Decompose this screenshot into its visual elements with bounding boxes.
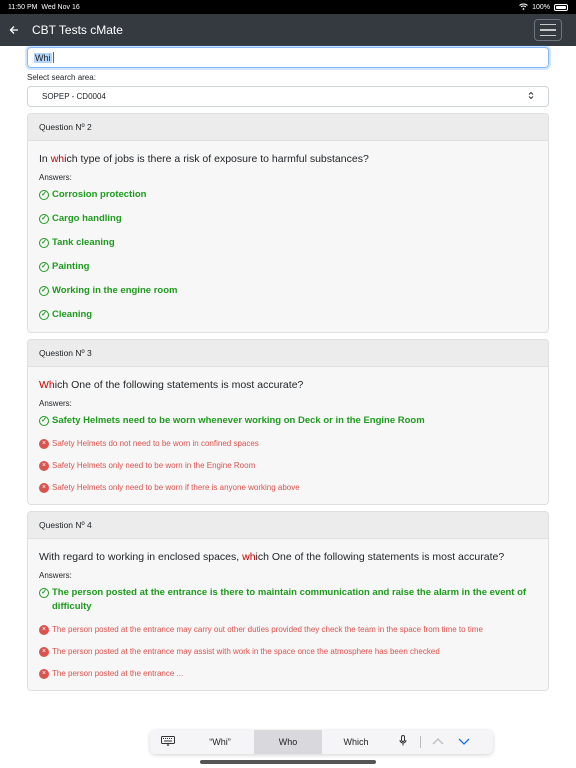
question-body bbox=[28, 539, 548, 690]
correct-answer bbox=[39, 284, 537, 298]
app-title: CBT Tests cMate bbox=[32, 23, 123, 37]
search-match-highlight: wh bbox=[50, 153, 65, 165]
question-card bbox=[27, 339, 549, 505]
navbar bbox=[0, 14, 576, 46]
check-circle-icon: ✓ bbox=[39, 190, 49, 200]
search-area-label: Select search area: bbox=[27, 73, 96, 82]
correct-answer bbox=[39, 586, 537, 614]
correct-answer bbox=[39, 212, 537, 226]
correct-answer bbox=[39, 260, 537, 274]
question-text bbox=[39, 152, 537, 166]
answer-text: Cargo handling bbox=[52, 213, 122, 224]
battery-icon bbox=[554, 4, 568, 11]
x-circle-icon: × bbox=[39, 625, 49, 635]
question-body bbox=[28, 141, 548, 332]
answer-text: Working in the engine room bbox=[52, 285, 178, 296]
question-card bbox=[27, 511, 549, 691]
status-time-date bbox=[8, 4, 80, 11]
question-body bbox=[28, 367, 548, 504]
question-number: Question Nº 4 bbox=[28, 512, 548, 539]
hamburger-menu-icon-line bbox=[540, 29, 556, 31]
answer-text: Cleaning bbox=[52, 309, 93, 320]
question-number: Question Nº 2 bbox=[28, 114, 548, 141]
answer-text: Safety Helmets only need to be worn in the Engine Room bbox=[52, 461, 256, 470]
main-content bbox=[27, 47, 549, 691]
check-circle-icon: ✓ bbox=[39, 286, 49, 296]
toolbar-divider bbox=[420, 736, 421, 748]
question-card bbox=[27, 113, 549, 333]
x-circle-icon: × bbox=[39, 439, 49, 449]
keyboard-icon[interactable] bbox=[150, 736, 186, 749]
search-match-highlight: wh bbox=[242, 551, 256, 563]
search-area-selected: SOPEP - CD0004 bbox=[42, 92, 106, 101]
answer-text: Safety Helmets need to be worn whenever working on Deck or in the Engine Room bbox=[52, 415, 425, 426]
suggestion-2[interactable]: Which bbox=[343, 737, 369, 747]
search-match-highlight: Wh bbox=[39, 379, 55, 391]
check-circle-icon: ✓ bbox=[39, 416, 49, 426]
question-text-part: ich One of the following statements is most accurate? bbox=[255, 551, 505, 563]
question-number: Question Nº 3 bbox=[28, 340, 548, 367]
text-caret bbox=[53, 52, 54, 63]
status-bar bbox=[0, 0, 576, 14]
question-text bbox=[39, 378, 537, 392]
incorrect-answer bbox=[39, 482, 537, 494]
answers-label: Answers: bbox=[39, 399, 72, 408]
x-circle-icon: × bbox=[39, 461, 49, 471]
search-input-value: Whi bbox=[35, 52, 51, 63]
status-time: 11:50 PM bbox=[8, 3, 38, 11]
correct-answer bbox=[39, 188, 537, 202]
correct-answer bbox=[39, 414, 537, 428]
x-circle-icon: × bbox=[39, 483, 49, 493]
check-circle-icon: ✓ bbox=[39, 238, 49, 248]
incorrect-answer bbox=[39, 624, 537, 636]
home-indicator[interactable] bbox=[200, 760, 376, 764]
suggestion-1[interactable]: Who bbox=[254, 730, 322, 754]
x-circle-icon: × bbox=[39, 647, 49, 657]
question-text-part: In bbox=[39, 153, 51, 165]
chevron-down-icon[interactable] bbox=[451, 737, 477, 748]
incorrect-answer bbox=[39, 668, 537, 680]
x-circle-icon: × bbox=[39, 669, 49, 679]
status-date: Wed Nov 16 bbox=[41, 3, 80, 11]
status-right bbox=[519, 3, 568, 12]
hamburger-menu-button[interactable] bbox=[534, 19, 562, 41]
chevron-up-down-icon bbox=[528, 91, 534, 102]
microphone-icon[interactable] bbox=[390, 735, 416, 749]
question-text-part: With regard to working in enclosed spaces, bbox=[39, 551, 243, 563]
battery-percent: 100% bbox=[532, 3, 550, 11]
answers-label: Answers: bbox=[39, 173, 72, 182]
check-circle-icon: ✓ bbox=[39, 310, 49, 320]
answer-text: Tank cleaning bbox=[52, 237, 115, 248]
question-list bbox=[27, 113, 549, 691]
check-circle-icon: ✓ bbox=[39, 214, 49, 224]
hamburger-menu-icon-line bbox=[540, 24, 556, 26]
keyboard-suggestion-bar bbox=[150, 730, 493, 754]
check-circle-icon: ✓ bbox=[39, 588, 49, 598]
search-input[interactable] bbox=[27, 47, 549, 68]
wifi-icon bbox=[519, 3, 528, 12]
question-text bbox=[39, 550, 537, 564]
question-text-part: ich One of the following statements is most accurate? bbox=[54, 379, 304, 391]
incorrect-answer bbox=[39, 646, 537, 658]
answer-text: Painting bbox=[52, 261, 90, 272]
answer-text: The person posted at the entrance may assist with work in the space once the atmosphere has been checked bbox=[52, 647, 440, 656]
answer-text: The person posted at the entrance may carry out other duties provided they check the team in the space from time to time bbox=[52, 625, 483, 634]
correct-answer bbox=[39, 308, 537, 322]
check-circle-icon: ✓ bbox=[39, 262, 49, 272]
answer-text: The person posted at the entrance ... bbox=[52, 669, 184, 678]
search-area-select[interactable] bbox=[27, 86, 549, 107]
back-arrow-icon[interactable] bbox=[0, 22, 28, 38]
incorrect-answer bbox=[39, 438, 537, 450]
answer-text: Safety Helmets only need to be worn if there is anyone working above bbox=[52, 483, 300, 492]
answer-text: Safety Helmets do not need to be worn in confined spaces bbox=[52, 439, 259, 448]
chevron-up-icon[interactable] bbox=[425, 737, 451, 748]
suggestion-0[interactable]: “Whi” bbox=[209, 737, 231, 747]
incorrect-answer bbox=[39, 460, 537, 472]
answer-text: The person posted at the entrance is there to maintain communication and raise the alarm in the event of difficulty bbox=[52, 587, 527, 612]
answers-label: Answers: bbox=[39, 571, 72, 580]
question-text-part: ich type of jobs is there a risk of exposure to harmful substances? bbox=[64, 153, 369, 165]
answer-text: Corrosion protection bbox=[52, 189, 147, 200]
hamburger-menu-icon-line bbox=[540, 35, 556, 37]
correct-answer bbox=[39, 236, 537, 250]
